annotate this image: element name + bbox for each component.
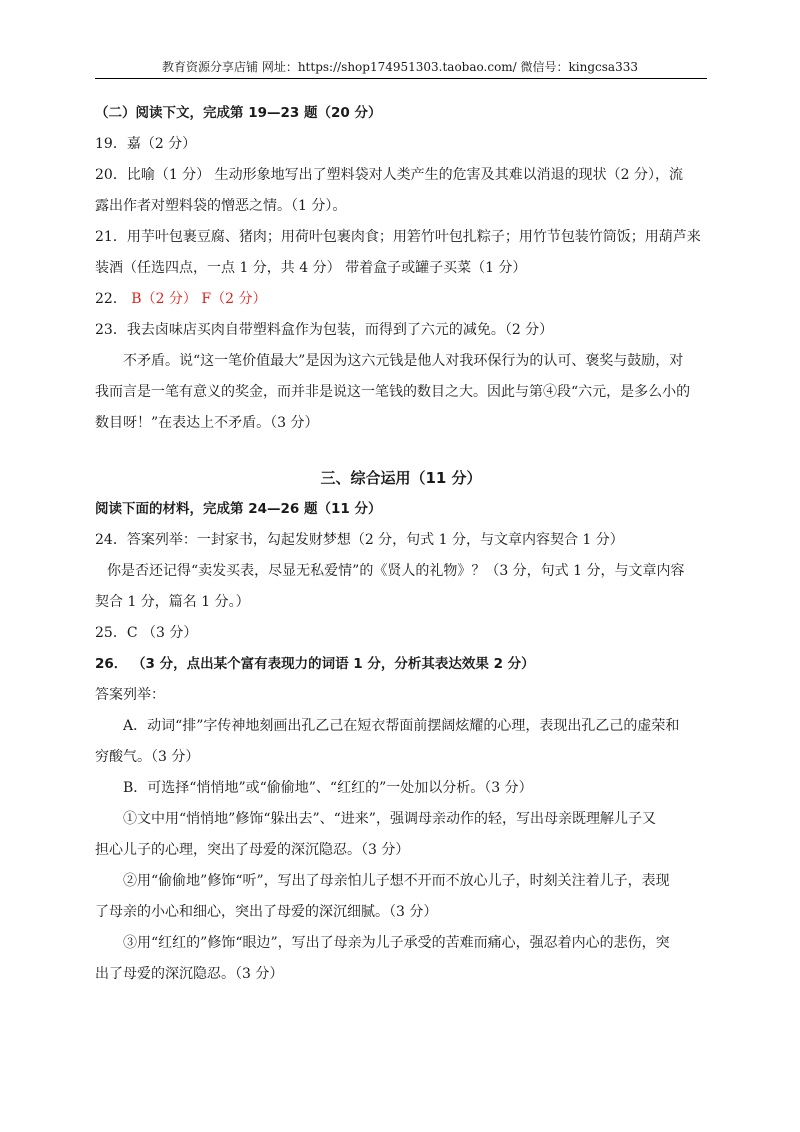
answer-26-c1-line1: ①文中用“悄悄地”修饰“躲出去”、“进来”，强调母亲动作的轻，写出母亲既理解儿子又 [123, 811, 656, 827]
answer-26-a-line1: A．动词“排”字传神地刻画出孔乙己在短衣帮面前摆阔炫耀的心理，表现出孔乙己的虚荣和 [123, 718, 680, 734]
answer-26-c2-line2: 了母亲的小心和细心，突出了母爱的深沉细腻。（3 分） [95, 904, 438, 920]
answer-22-number: 22． [95, 291, 127, 307]
answer-21-line2: 装酒（任选四点，一点 1 分，共 4 分） 带着盒子或罐子买菜（1 分） [95, 260, 527, 276]
answer-20-line2: 露出作者对塑料袋的憎恶之情。（1 分）。 [95, 198, 347, 214]
section-title: 三、综合运用（11 分） [320, 469, 482, 487]
answer-25: 25．C （3 分） [95, 625, 198, 641]
answer-26-header: 26． （3 分，点出某个富有表现力的词语 1 分，分析其表达效果 2 分） [95, 656, 535, 672]
answer-content [95, 98, 707, 990]
answer-26-c3-line1: ③用“红红的”修饰“眼边”，写出了母亲为儿子承受的苦难而痛心，强忍着内心的悲伤，突 [123, 935, 670, 951]
answer-19: 19．嘉（2 分） [95, 136, 197, 152]
answer-24-line1: 24．答案列举：一封家书，勾起发财梦想（2 分，句式 1 分，与文章内容契合 1 分） [95, 532, 624, 548]
answer-26-c2-line1: ②用“偷偷地”修饰“听”，写出了母亲怕儿子想不开而不放心儿子，时刻关注着儿子，表现 [123, 873, 670, 889]
answer-23-line4: 数目呀！”在表达上不矛盾。（3 分） [95, 415, 319, 431]
answer-21-line1: 21．用芋叶包裹豆腐、猪肉；用荷叶包裹肉食；用箬竹叶包扎粽子；用竹节包装竹筒饭；用葫芦来 [95, 229, 701, 245]
answer-22-choices: B（2 分） F（2 分） [126, 291, 267, 307]
answer-24-line3: 契合 1 分，篇名 1 分。） [95, 594, 250, 610]
answer-26-c3-line2: 出了母爱的深沉隐忍。（3 分） [95, 966, 284, 982]
page-header: 教育资源分享店铺 网址：https://shop174951303.taobao.com/ 微信号：kingcsa333 [162, 60, 638, 74]
answer-26-c1-line2: 担心儿子的心理，突出了母爱的深沉隐忍。（3 分） [95, 842, 410, 858]
section-heading: 阅读下面的材料，完成第 24—26 题（11 分） [95, 501, 382, 517]
answer-23-line3: 我而言是一笔有意义的奖金，而并非是说这一笔钱的数目之大。因此与第④段“六元，是多么小的 [95, 384, 691, 400]
answer-26-a-line2: 穷酸气。（3 分） [95, 749, 200, 765]
answer-23-line1: 23．我去卤味店买肉自带塑料盒作为包装，而得到了六元的减免。（2 分） [95, 322, 554, 338]
header-divider [95, 78, 707, 79]
answer-22 [95, 284, 707, 315]
answer-23-line2: 不矛盾。说“这一笔价值最大”是因为这六元钱是他人对我环保行为的认可、褒奖与鼓励，对 [123, 353, 684, 369]
answer-26-b-line1: B．可选择“悄悄地”或“偷偷地”、“红红的”一处加以分析。（3 分） [123, 780, 533, 796]
answer-20-line1: 20．比喻（1 分） 生动形象地写出了塑料袋对人类产生的危害及其难以消退的现状（2 分），流 [95, 167, 683, 183]
answer-26-intro: 答案列举： [95, 687, 165, 703]
answer-24-line2: 你是否还记得“卖发买表，尽显无私爱情”的《贤人的礼物》？（3 分，句式 1 分，与文章内容 [107, 563, 685, 579]
section-heading: （二）阅读下文，完成第 19—23 题（20 分） [95, 105, 382, 121]
